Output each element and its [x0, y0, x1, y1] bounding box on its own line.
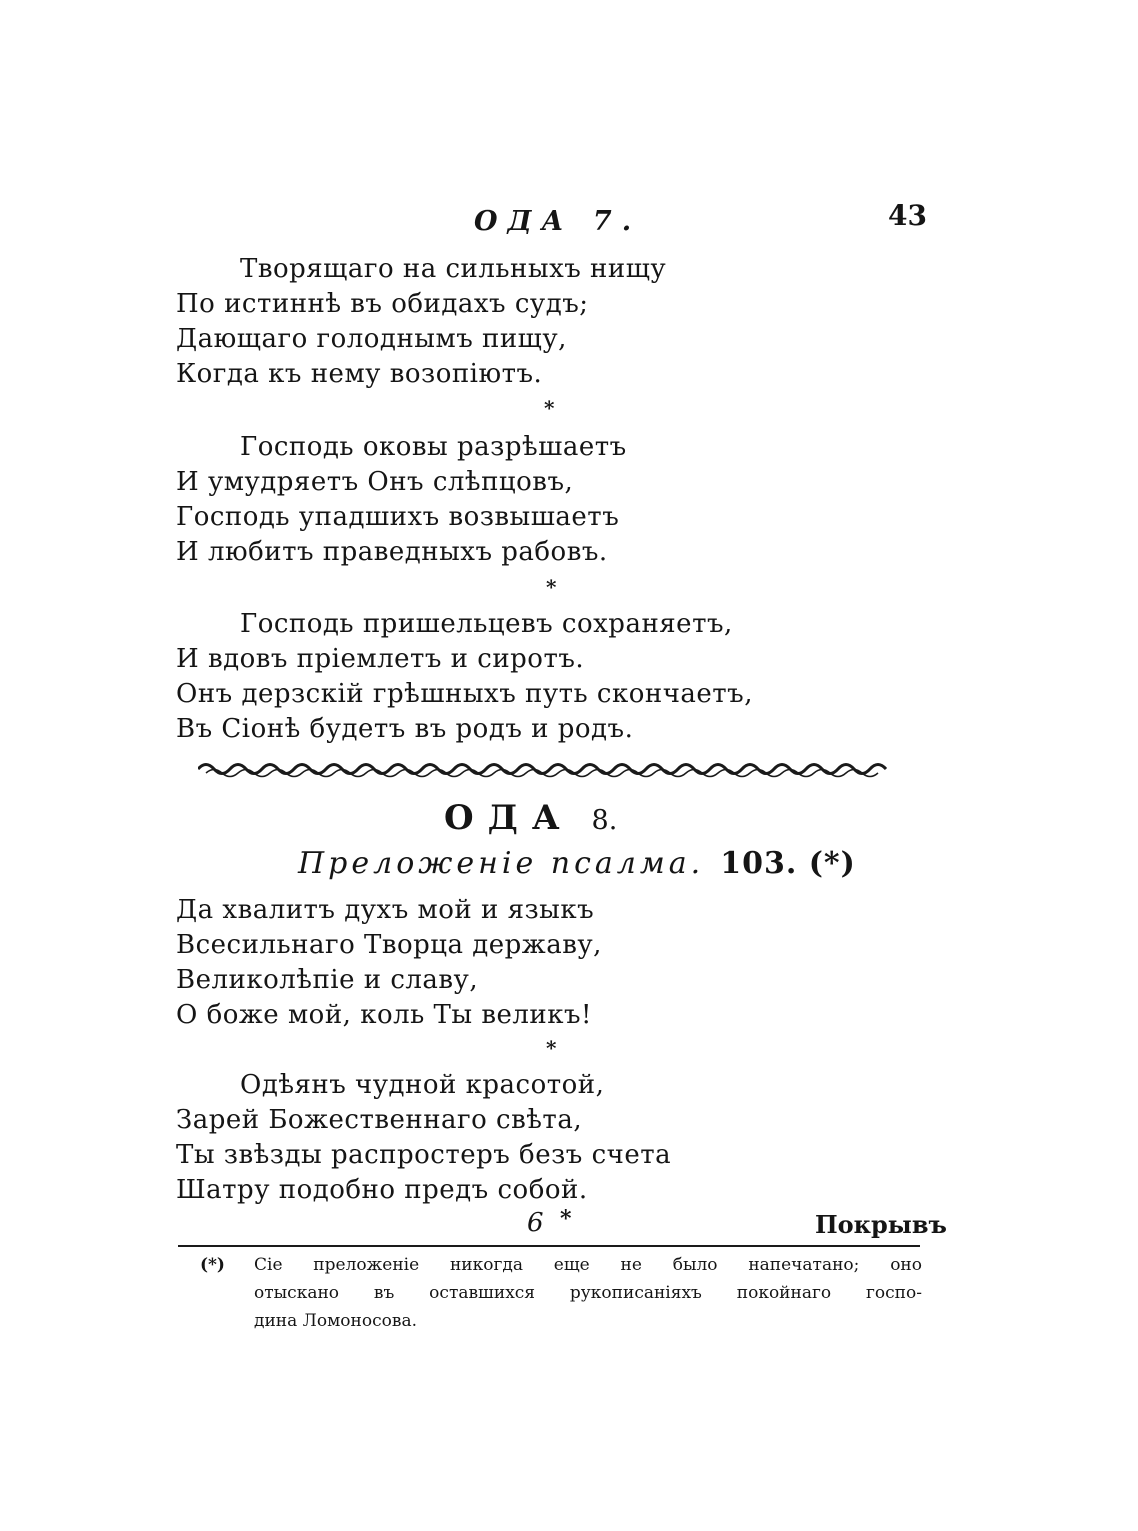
- footnote-text: [254, 1251, 922, 1335]
- verse-line: Въ Сіонѣ будетъ въ родъ и родъ.: [176, 714, 634, 744]
- ode7-stanza-2: [176, 430, 856, 570]
- footnote-line: Сіе преложеніе никогда еще не было напечатано; оно: [254, 1255, 922, 1275]
- footnote-line: отыскано въ оставшихся рукописаніяхъ покойнаго госпо-: [254, 1283, 922, 1303]
- stanza-separator: *: [546, 575, 557, 599]
- verse-line: Зарей Божественнаго свѣта,: [176, 1105, 583, 1135]
- verse-line: Дающаго голоднымъ пищу,: [176, 324, 567, 354]
- verse-line: Онъ дерзскій грѣшныхъ путь скончаетъ,: [176, 679, 753, 709]
- psalm-reference: 103. (*): [720, 846, 856, 881]
- catchword: Покрывъ: [815, 1210, 947, 1239]
- verse-line: Когда къ нему возопіютъ.: [176, 359, 543, 389]
- ode-title: [444, 798, 617, 838]
- signature-star: *: [560, 1206, 572, 1232]
- footnote-rule: [178, 1245, 920, 1247]
- verse-line: И вдовъ пріемлетъ и сиротъ.: [176, 644, 585, 674]
- stanza-separator: *: [544, 396, 555, 420]
- verse-line: Одѣянъ чудной красотой,: [240, 1070, 605, 1100]
- verse-line: Господь оковы разрѣшаетъ: [240, 432, 627, 462]
- ode-subtitle-text: Преложеніе псалма.: [298, 846, 705, 881]
- ornament-rule: [198, 757, 888, 781]
- ode8-stanza-2: [176, 1068, 856, 1208]
- verse-line: Да хвалитъ духъ мой и языкъ: [176, 895, 595, 925]
- verse-line: По истиннѣ въ обидахъ судъ;: [176, 289, 589, 319]
- running-title: ОДА 7.: [474, 206, 642, 237]
- verse-line: Всесильнаго Творца державу,: [176, 930, 602, 960]
- ode7-stanza-3: [176, 607, 856, 747]
- ode-title-text: ОДА: [444, 798, 574, 838]
- verse-line: Ты звѣзды распростеръ безъ счета: [176, 1140, 672, 1170]
- verse-line: Господь упадшихъ возвышаетъ: [176, 502, 620, 532]
- ode-number: 8.: [591, 805, 618, 836]
- verse-line: Шатру подобно предъ собой.: [176, 1175, 588, 1205]
- verse-line: Великолѣпіе и славу,: [176, 965, 479, 995]
- stanza-separator: *: [546, 1036, 557, 1060]
- verse-line: И умудряетъ Онъ слѣпцовъ,: [176, 467, 574, 497]
- ode8-stanza-1: [176, 893, 856, 1033]
- ode7-stanza-1: [176, 252, 856, 392]
- footnote-mark: (*): [200, 1255, 225, 1275]
- verse-line: О боже мой, коль Ты великъ!: [176, 1000, 592, 1030]
- verse-line: Господь пришельцевъ сохраняетъ,: [240, 609, 733, 639]
- footnote: [200, 1251, 922, 1335]
- ode-subtitle: [298, 846, 856, 881]
- verse-line: И любитъ праведныхъ рабовъ.: [176, 537, 608, 567]
- page-number: 43: [888, 199, 927, 232]
- verse-line: Творящаго на сильныхъ нищу: [240, 254, 667, 284]
- footnote-line: дина Ломоносова.: [254, 1311, 417, 1331]
- signature-mark: 6: [527, 1208, 544, 1238]
